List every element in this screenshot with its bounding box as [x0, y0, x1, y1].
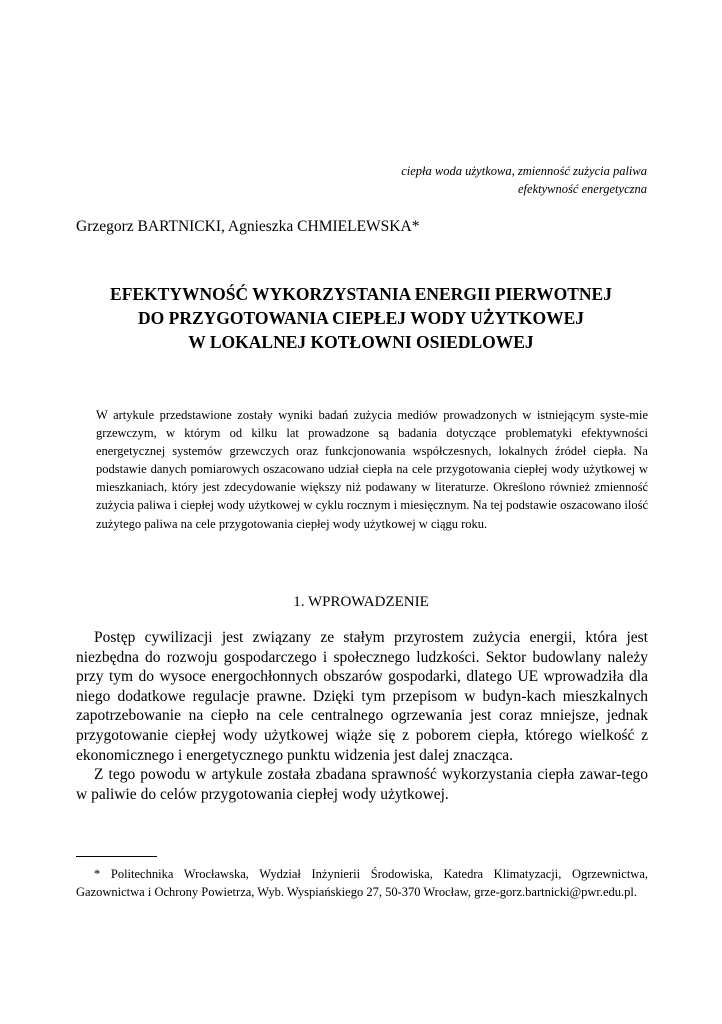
- keywords-line-1: ciepła woda użytkowa, zmienność zużycia paliwa: [401, 164, 647, 178]
- keywords: [401, 162, 647, 198]
- paper-title: [60, 282, 662, 354]
- abstract: W artykule przedstawione zostały wyniki badań zużycia mediów prowadzonych w istniejącym syste-mie grzewczym, w którym od kilku lat prowadzone są badania dotyczące problematyki efektywności energetycznej systemów grzewczych oraz funkcjonowania współczesnych, lokalnych źródeł ciepła. Na podstawie danych pomiarowych oszacowano udział ciepła na cele przygotowania ciepłej wody użytkowej w mieszkaniach, który jest zdecydowanie większy niż podawany w literaturze. Określono również zmienność zużycia paliwa i ciepłej wody użytkowej w cyklu rocznym i miesięcznym. Na tej podstawie oszacowano ilość zużytego paliwa na cele przygotowania ciepłej wody użytkowej w ciągu roku.: [96, 408, 648, 531]
- authors: Grzegorz BARTNICKI, Agnieszka CHMIELEWSKA*: [76, 218, 420, 235]
- keywords-line-2: efektywność energetyczna: [518, 182, 647, 196]
- section-body: [76, 628, 648, 804]
- title-line-3: W LOKALNEJ KOTŁOWNI OSIEDLOWEJ: [188, 332, 534, 352]
- footnote-divider: [76, 856, 157, 857]
- title-line-2: DO PRZYGOTOWANIA CIEPŁEJ WODY UŻYTKOWEJ: [138, 308, 584, 328]
- section-heading: 1. WPROWADZENIE: [293, 594, 429, 610]
- paragraph-2: Z tego powodu w artykule została zbadana sprawność wykorzystania ciepła zawar-tego w paliwie do celów przygotowania ciepłej wody użytkowej.: [76, 766, 648, 803]
- paragraph-1: Postęp cywilizacji jest związany ze stałym przyrostem zużycia energii, która jest niezbędna do rozwoju gospodarczego i społecznego ludzkości. Sektor budowlany należy przy tym do wysoce energochłonnych obszarów gospodarki, dlatego UE wprowadziła dla niego dodatkowe regulacje prawne. Dzięki tym przepisom w budyn-kach mieszkalnych zapotrzebowanie na ciepło na cele centralnego ogrzewania jest coraz mniejsze, jednak przygotowanie ciepłej wody użytkowej wiąże się z poborem ciepła, którego wielkość z ekonomicznego i energetycznego punktu widzenia jest dalej znacząca.: [76, 629, 648, 764]
- title-line-1: EFEKTYWNOŚĆ WYKORZYSTANIA ENERGII PIERWOTNEJ: [110, 284, 612, 304]
- footnote: * Politechnika Wrocławska, Wydział Inżynierii Środowiska, Katedra Klimatyzacji, Ogrzewnictwa, Gazownictwa i Ochrony Powietrza, Wyb. Wyspiańskiego 27, 50-370 Wrocław, grze-gorz.bartnicki@pwr.edu.pl.: [76, 867, 648, 900]
